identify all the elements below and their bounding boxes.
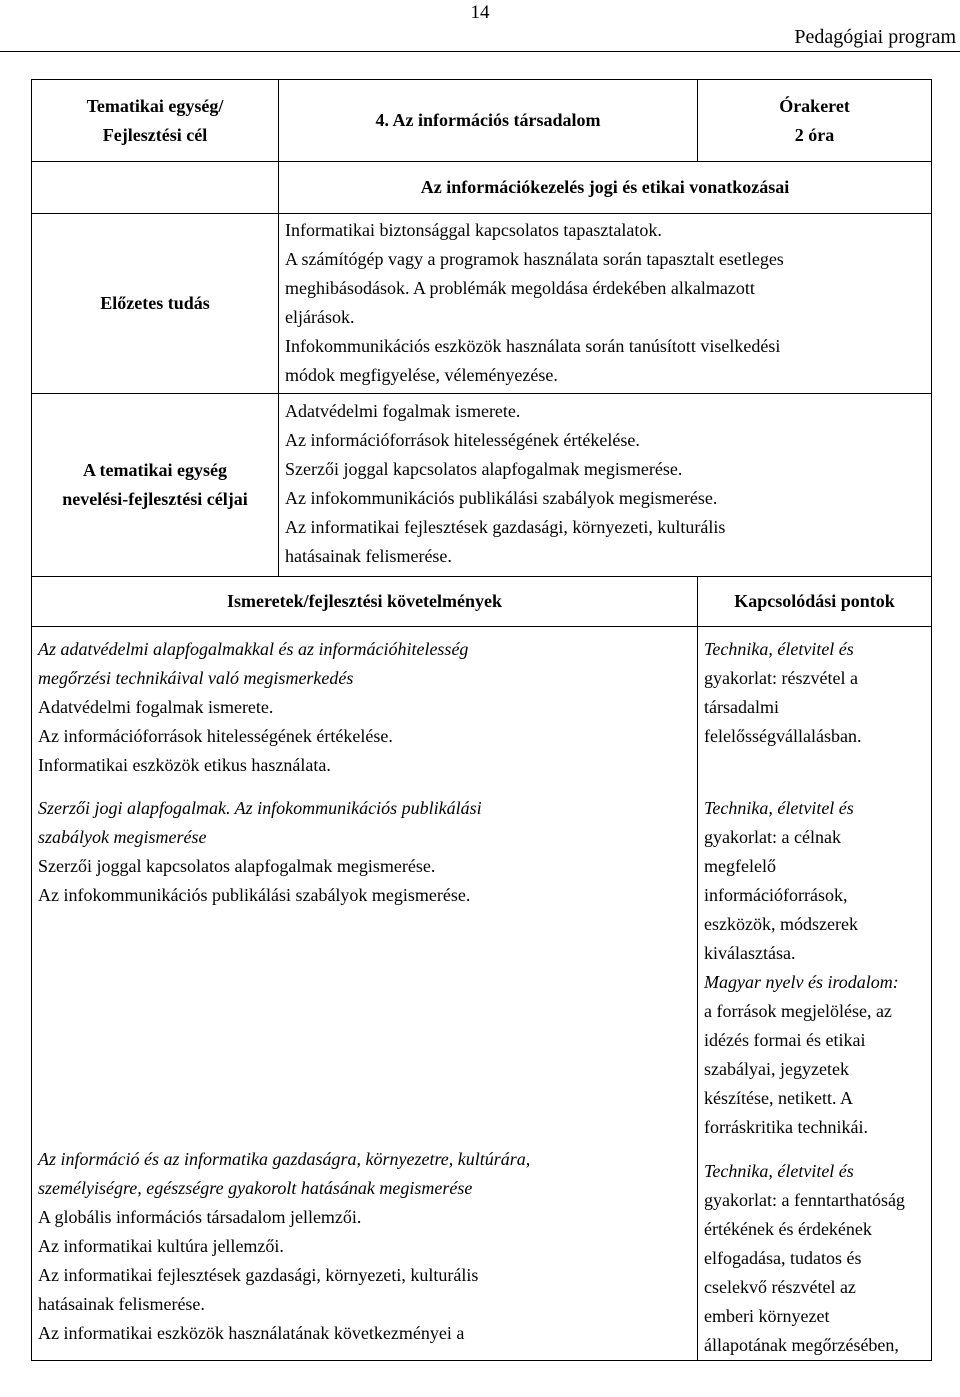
conn-line	[704, 968, 925, 997]
req-line: Az informatikai kultúra jellemzői.	[38, 1236, 284, 1256]
req-line: Adatvédelmi fogalmak ismerete.	[38, 697, 274, 717]
conn-line	[704, 1055, 925, 1084]
content-row	[32, 627, 932, 1361]
conn-text: értékének és érdekének	[704, 1219, 872, 1239]
conn-text: szabályai, jegyzetek	[704, 1059, 849, 1079]
requirements-content	[32, 627, 698, 1361]
hours-value: 2 óra	[794, 124, 835, 145]
prior-line: eljárások.	[285, 307, 355, 327]
prior-knowledge-label: Előzetes tudás	[32, 214, 279, 394]
conn-subject: Technika, életvitel és	[704, 1161, 854, 1181]
conn-line	[704, 1026, 925, 1055]
conn-block-3	[704, 1157, 925, 1360]
conn-text: eszközök, módszerek	[704, 914, 858, 934]
conn-text: forráskritika technikái.	[704, 1117, 868, 1137]
goal-line: Az infokommunikációs publikálási szabályok megismerése.	[285, 488, 718, 508]
conn-subject: Technika, életvitel és	[704, 798, 854, 818]
conn-text: a források megjelölése, az	[704, 1001, 892, 1021]
conn-line	[704, 693, 925, 722]
conn-text: készítése, netikett. A	[704, 1088, 853, 1108]
goal-line: Adatvédelmi fogalmak ismerete.	[285, 401, 521, 421]
conn-text: megfelelő	[704, 856, 776, 876]
column-header-row	[32, 577, 932, 627]
conn-text: gyakorlat: részvétel a	[704, 668, 858, 688]
prior-line: Informatikai biztonsággal kapcsolatos tapasztalatok.	[285, 220, 662, 240]
connections-content	[698, 627, 932, 1361]
goal-line: Az informatikai fejlesztések gazdasági, környezeti, kulturális	[285, 517, 726, 537]
conn-line	[704, 794, 925, 823]
goals-label-line1: A tematikai egység	[83, 460, 227, 480]
req-line: Az információforrások hitelességének értékelése.	[38, 726, 393, 746]
conn-line	[704, 1331, 925, 1360]
conn-text: információforrások,	[704, 885, 848, 905]
req-line: hatásainak felismerése.	[38, 1294, 205, 1314]
hours-label: Órakeret	[779, 95, 850, 116]
conn-text: gyakorlat: a célnak	[704, 827, 841, 847]
conn-line	[704, 823, 925, 852]
conn-line	[704, 1273, 925, 1302]
conn-text: társadalmi	[704, 697, 779, 717]
req-line: Szerzői joggal kapcsolatos alapfogalmak megismerése.	[38, 856, 436, 876]
req-line: Az infokommunikációs publikálási szabályok megismerése.	[38, 885, 471, 905]
req-block-3	[38, 1145, 691, 1348]
req-heading-line: szabályok megismerése	[38, 827, 207, 847]
conn-line	[704, 1084, 925, 1113]
req-heading-line: személyiségre, egészségre gyakorolt hatásának megismerése	[38, 1178, 473, 1198]
goals-label	[32, 394, 279, 577]
conn-block-1	[704, 635, 925, 751]
goals-label-line2: nevelési-fejlesztési céljai	[62, 489, 248, 509]
req-heading-line: megőrzési technikáival való megismerkedés	[38, 668, 354, 688]
goal-line: hatásainak felismerése.	[285, 546, 452, 566]
hours-cell	[698, 80, 932, 162]
req-block-1	[38, 635, 691, 780]
requirements-header: Ismeretek/fejlesztési követelmények	[32, 577, 698, 627]
table-header-row	[32, 80, 932, 162]
conn-line	[704, 635, 925, 664]
conn-line	[704, 997, 925, 1026]
goals-content	[279, 394, 932, 577]
goal-line: Az információforrások hitelességének értékelése.	[285, 430, 640, 450]
req-line: Informatikai eszközök etikus használata.	[38, 755, 331, 775]
prior-line: módok megfigyelése, véleményezése.	[285, 365, 558, 385]
connections-header: Kapcsolódási pontok	[698, 577, 932, 627]
topic-subtitle: Az információkezelés jogi és etikai vonatkozásai	[279, 162, 932, 214]
running-head: Pedagógiai program	[794, 26, 956, 48]
req-block-2	[38, 794, 691, 910]
prior-line: Infokommunikációs eszközök használata során tanúsított viselkedési	[285, 336, 781, 356]
req-heading-line: Az adatvédelmi alapfogalmakkal és az információhitelesség	[38, 639, 469, 659]
goals-row	[32, 394, 932, 577]
conn-text: kiválasztása.	[704, 943, 796, 963]
conn-line	[704, 1113, 925, 1142]
conn-line	[704, 852, 925, 881]
conn-line	[704, 664, 925, 693]
header-rule	[0, 51, 960, 52]
req-heading-line: Az információ és az informatika gazdaságra, környezetre, kultúrára,	[38, 1149, 531, 1169]
conn-line	[704, 1244, 925, 1273]
req-line: A globális információs társadalom jellemzői.	[38, 1207, 362, 1227]
req-line: Az informatikai eszközök használatának következményei a	[38, 1323, 465, 1343]
prior-line: meghibásodások. A problémák megoldása érdekében alkalmazott	[285, 278, 755, 298]
conn-text: emberi környezet	[704, 1306, 830, 1326]
prior-knowledge-content	[279, 214, 932, 394]
conn-text: idézés formai és etikai	[704, 1030, 866, 1050]
conn-line	[704, 939, 925, 968]
conn-line	[704, 1215, 925, 1244]
conn-line	[704, 881, 925, 910]
conn-text: cselekvő részvétel az	[704, 1277, 856, 1297]
conn-text: gyakorlat: a fenntarthatóság	[704, 1190, 905, 1210]
conn-line	[704, 1186, 925, 1215]
unit-label-line2: Fejlesztési cél	[102, 124, 208, 145]
conn-line	[704, 1302, 925, 1331]
prior-knowledge-row	[32, 214, 932, 394]
subtitle-empty-cell	[32, 162, 279, 214]
conn-subject: Magyar nyelv és irodalom:	[704, 972, 899, 992]
unit-title: 4. Az információs társadalom	[279, 80, 698, 162]
unit-label-cell	[32, 80, 279, 162]
page-number: 14	[470, 2, 490, 23]
conn-text: felelősségvállalásban.	[704, 726, 862, 746]
conn-line	[704, 722, 925, 751]
prior-line: A számítógép vagy a programok használata során tapasztalt esetleges	[285, 249, 784, 269]
req-line: Az informatikai fejlesztések gazdasági, környezeti, kulturális	[38, 1265, 479, 1285]
conn-line	[704, 910, 925, 939]
conn-line	[704, 1157, 925, 1186]
curriculum-table	[31, 79, 932, 1361]
conn-text: elfogadása, tudatos és	[704, 1248, 862, 1268]
goal-line: Szerzői joggal kapcsolatos alapfogalmak megismerése.	[285, 459, 683, 479]
subtitle-row	[32, 162, 932, 214]
unit-label-line1: Tematikai egység/	[86, 95, 224, 116]
req-heading-line: Szerzői jogi alapfogalmak. Az infokommunikációs publikálási	[38, 798, 482, 818]
conn-text: állapotának megőrzésében,	[704, 1335, 899, 1355]
conn-subject: Technika, életvitel és	[704, 639, 854, 659]
conn-block-2	[704, 794, 925, 1142]
